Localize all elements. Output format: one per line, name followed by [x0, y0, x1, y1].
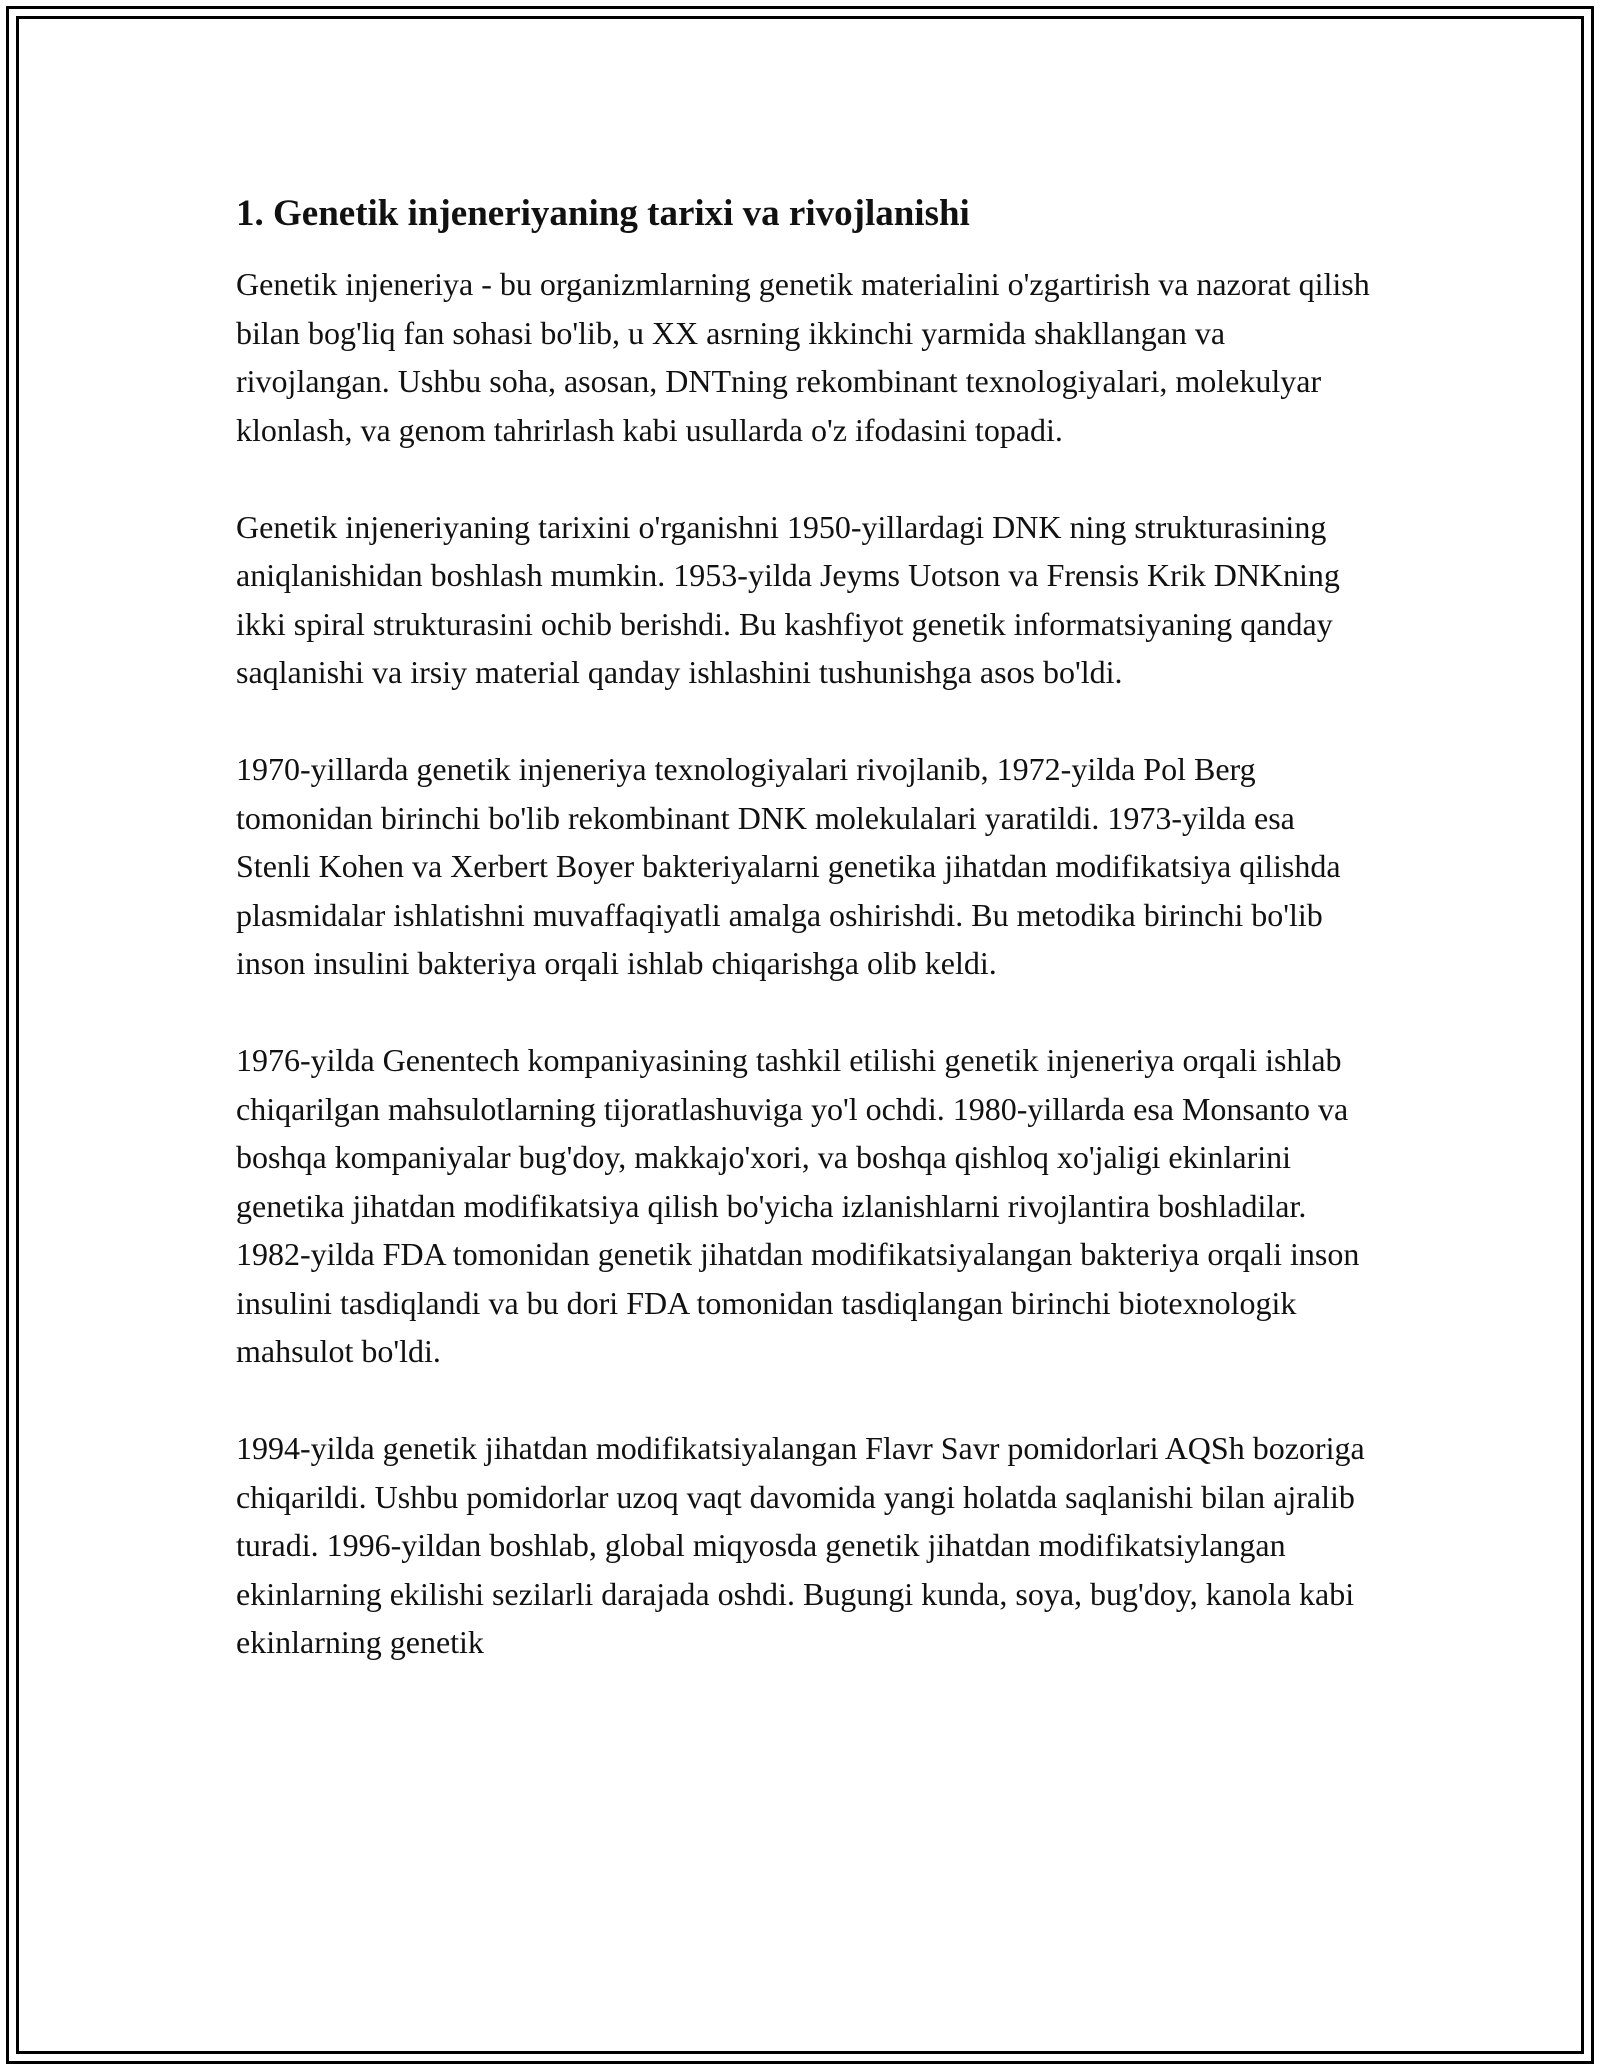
paragraph-1970s: 1970-yillarda genetik injeneriya texnologiyalari rivojlanib, 1972-yilda Pol Berg tomonidan birinchi bo'lib rekombinant DNK molekulalari yaratildi. 1973-yilda esa Stenli Kohen va Xerbert Boyer bakteriyalarni genetika jihatdan modifikatsiya qilishda plasmidalar ishlatishni muvaffaqiyatli amalga oshirishdi. Bu metodika birinchi bo'lib inson insulini bakteriya orqali ishlab chiqarishga olib keldi.: [236, 751, 1341, 981]
section-title: 1. Genetik injeneriyaning tarixi va rivojlanishi: [236, 193, 970, 234]
document-body: [236, 190, 1376, 1715]
paragraph-gm-crops: 1994-yilda genetik jihatdan modifikatsiyalangan Flavr Savr pomidorlari AQSh bozoriga chiqarildi. Ushbu pomidorlar uzoq vaqt davomida yangi holatda saqlanishi bilan ajralib turadi. 1996-yildan boshlab, global miqyosda genetik jihatdan modifikatsiylangan ekinlarning ekilishi sezilarli darajada oshdi. Bugungi kunda, soya, bug'doy, kanola kabi ekinlarning genetik: [236, 1430, 1365, 1660]
paragraph-commercialization: 1976-yilda Genentech kompaniyasining tashkil etilishi genetik injeneriya orqali ishlab chiqarilgan mahsulotlarning tijoratlashuviga yo'l ochdi. 1980-yillarda esa Monsanto va boshqa kompaniyalar bug'doy, makkajo'xori, va boshqa qishloq xo'jaligi ekinlarini genetika jihatdan modifikatsiya qilish bo'yicha izlanishlarni rivojlantira boshladilar. 1982-yilda FDA tomonidan genetik jihatdan modifikatsiyalangan bakteriya orqali inson insulini tasdiqlandi va bu dori FDA tomonidan tasdiqlangan birinchi biotexnologik mahsulot bo'ldi.: [236, 1042, 1360, 1369]
paragraph-dna-structure: Genetik injeneriyaning tarixini o'rganishni 1950-yillardagi DNK ning strukturasining aniqlanishidan boshlash mumkin. 1953-yilda Jeyms Uotson va Frensis Krik DNKning ikki spiral strukturasini ochib berishdi. Bu kashfiyot genetik informatsiyaning qanday saqlanishi va irsiy material qanday ishlashini tushunishga asos bo'ldi.: [236, 508, 1340, 690]
paragraph-intro: Genetik injeneriya - bu organizmlarning genetik materialini o'zgartirish va nazorat qilish bilan bog'liq fan sohasi bo'lib, u XX asrning ikkinchi yarmida shakllangan va rivojlangan. Ushbu soha, asosan, DNTning rekombinant texnologiyalari, molekulyar klonlash, va genom tahrirlash kabi usullarda o'z ifodasini topadi.: [236, 266, 1370, 448]
